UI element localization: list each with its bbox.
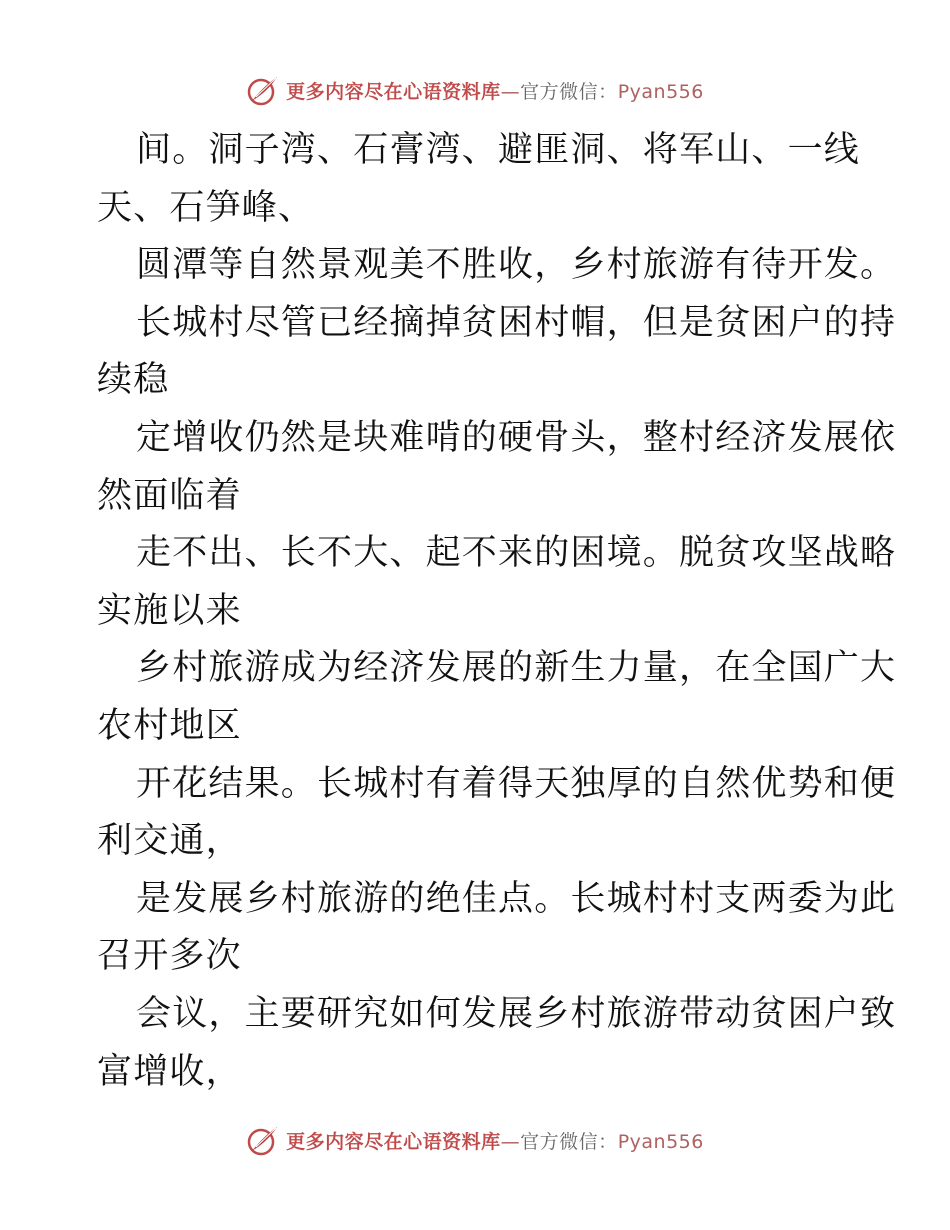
body-line: 会议，主要研究如何发展乡村旅游带动贫困户致: [136, 993, 897, 1034]
body-line: 走不出、长不大、起不来的困境。脱贫攻坚战略: [136, 533, 897, 574]
body-line: 天、石笋峰、: [97, 187, 315, 228]
body-line: 富增收，: [97, 1051, 242, 1092]
body-line: 乡村旅游成为经济发展的新生力量，在全国广大: [136, 648, 897, 689]
watermark-text: [286, 1127, 704, 1154]
body-line: 然面临着: [97, 475, 242, 516]
body-line: 实施以来: [97, 590, 242, 631]
body-line: 续稳: [97, 360, 170, 401]
document-body: [97, 122, 897, 1101]
body-line: 利交通，: [97, 821, 242, 862]
feather-pen-logo-icon: [246, 1123, 280, 1157]
body-line: 定增收仍然是块难啃的硬骨头，整村经济发展依: [136, 417, 897, 458]
footer-watermark: [0, 1120, 950, 1160]
watermark-wechat-id: Pyan556: [617, 80, 704, 103]
watermark-dash: —: [500, 1130, 521, 1153]
watermark-official: 官方微信：: [520, 80, 618, 103]
body-line: 间。洞子湾、石膏湾、避匪洞、将军山、一线: [136, 130, 861, 170]
watermark-wechat-id: Pyan556: [617, 1130, 704, 1153]
body-line: 是发展乡村旅游的绝佳点。长城村村支两委为此: [136, 878, 897, 919]
body-line: 开花结果。长城村有着得天独厚的自然优势和便: [136, 763, 897, 804]
body-line: 召开多次: [97, 936, 242, 977]
body-line: 圆潭等自然景观美不胜收，乡村旅游有待开发。: [136, 245, 897, 286]
body-line: 长城村尽管已经摘掉贫困村帽，但是贫困户的持: [136, 302, 897, 343]
watermark-lead: 更多内容尽在心语资料库: [286, 1130, 501, 1153]
feather-pen-logo-icon: [246, 73, 280, 107]
watermark-text: [286, 77, 704, 104]
watermark-dash: —: [500, 80, 521, 103]
watermark-lead: 更多内容尽在心语资料库: [286, 80, 501, 103]
body-line: 农村地区: [97, 705, 242, 746]
header-watermark: [0, 70, 950, 110]
watermark-official: 官方微信：: [520, 1130, 618, 1153]
